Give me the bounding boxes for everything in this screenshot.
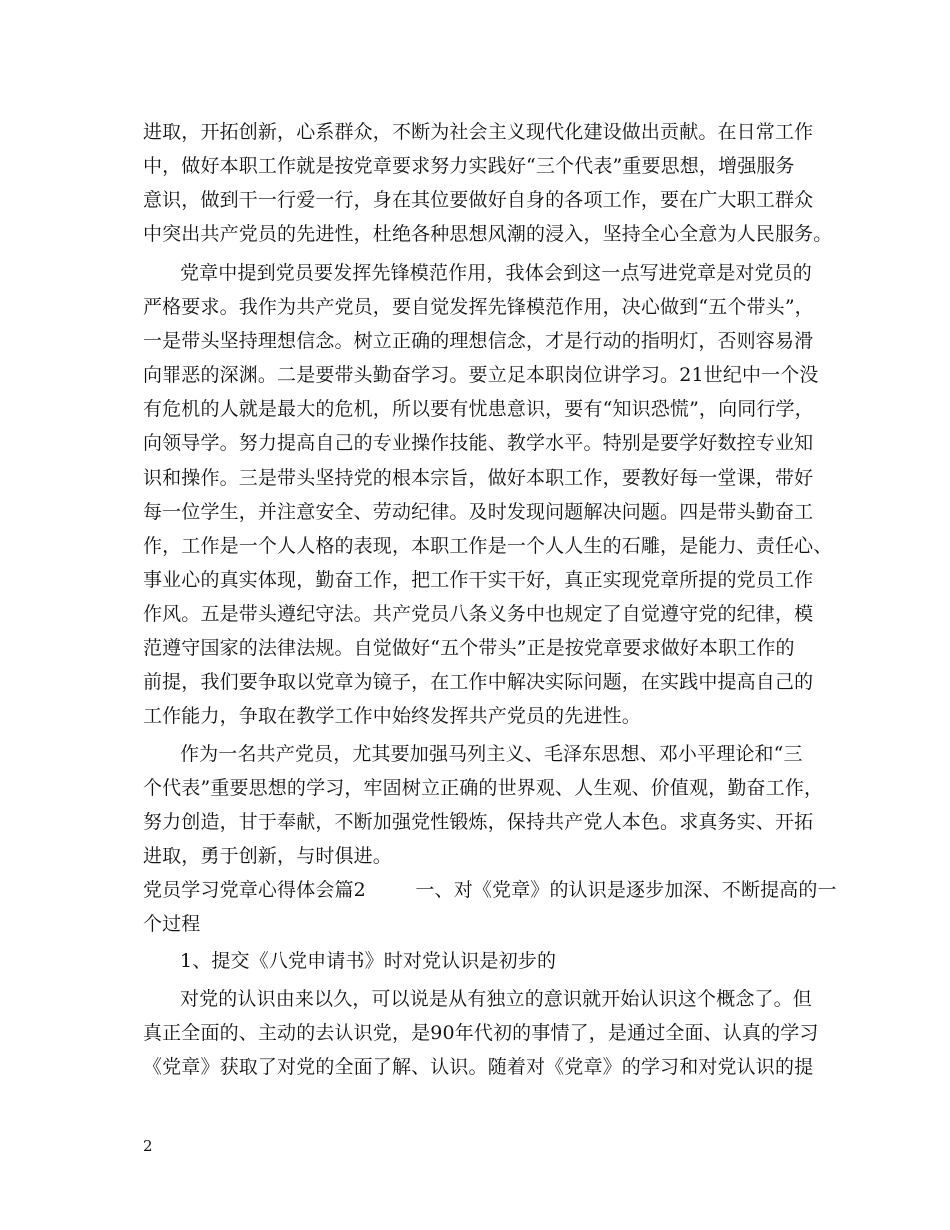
text-line: 个代表”重要思想的学习，牢固树立正确的世界观、人生观、价值观，勤奋工作， — [143, 777, 824, 799]
paragraph-first-line: 党章中提到党员要发挥先锋模范作用，我体会到这一点写进党章是对党员的 — [180, 262, 812, 284]
text-line: 进取，勇于创新，与时俱进。 — [143, 845, 392, 867]
text-line: 向领导学。努力提高自己的专业操作技能、教学水平。特别是要学好数控专业知 — [143, 432, 814, 454]
text-line: 中，做好本职工作就是按党章要求努力实践好“三个代表”重要思想，增强服务 — [143, 155, 795, 177]
text-line: 意识，做到干一行爱一行，身在其位要做好自身的各项工作，要在广大职工群众 — [143, 189, 814, 211]
section-heading-line: 个过程 — [143, 913, 201, 935]
text-line: 中突出共产党员的先进性，杜绝各种思想风潮的浸入，坚持全心全意为人民服务。 — [143, 223, 833, 245]
subheading: 1、提交《八党申请书》时对党认识是初步的 — [180, 950, 557, 972]
text-line: 每一位学生，并注意安全、劳动纪律。及时发现问题解决问题。四是带头勤奋工 — [143, 501, 814, 523]
page-number: 2 — [143, 1137, 153, 1155]
text-line: 识和操作。三是带头坚持党的根本宗旨，做好本职工作，要教好每一堂课，带好 — [143, 467, 814, 489]
text-line: 真正全面的、主动的去认识党，是90年代初的事情了，是通过全面、认真的学习 — [143, 1022, 819, 1044]
text-line: 严格要求。我作为共产党员，要自觉发挥先锋模范作用，决心做到“五个带头”， — [143, 296, 814, 318]
text-line: 事业心的真实体现，勤奋工作，把工作干实干好，真正实现党章所提的党员工作 — [143, 569, 814, 591]
text-line: 工作能力，争取在教学工作中始终发挥共产党员的先进性。 — [143, 705, 641, 727]
text-line: 一是带头坚持理想信念。树立正确的理想信念，才是行动的指明灯，否则容易滑 — [143, 330, 814, 352]
text-line: 进取，开拓创新，心系群众，不断为社会主义现代化建设做出贡献。在日常工作 — [143, 121, 814, 143]
text-line: 前提，我们要争取以党章为镜子，在工作中解决实际问题，在实践中提高自己的 — [143, 671, 814, 693]
text-line: 范遵守国家的法律法规。自觉做好“五个带头”正是按党章要求做好本职工作的 — [143, 637, 795, 659]
text-line: 向罪恶的深渊。二是要带头勤奋学习。要立足本职岗位讲学习。21世纪中一个没 — [143, 364, 819, 386]
text-line: 作，工作是一个人人格的表现，本职工作是一个人人生的石雕，是能力、责任心、 — [143, 535, 833, 557]
paragraph-first-line: 对党的认识由来以久，可以说是从有独立的意识就开始认识这个概念了。但 — [180, 988, 812, 1010]
section-heading-line: 党员学习党章心得体会篇2 一、对《党章》的认识是逐步加深、不断提高的一 — [143, 879, 837, 901]
text-line: 《党章》获取了对党的全面了解、认识。随着对《党章》的学习和对党认识的提 — [143, 1056, 814, 1078]
paragraph-first-line: 作为一名共产党员，尤其要加强马列主义、毛泽东思想、邓小平理论和“三 — [180, 743, 803, 765]
text-line: 有危机的人就是最大的危机，所以要有忧患意识，要有“知识恐慌”，向同行学， — [143, 398, 814, 420]
text-line: 努力创造，甘于奉献，不断加强党性锻炼，保持共产党人本色。求真务实、开拓 — [143, 811, 814, 833]
text-line: 作风。五是带头遵纪守法。共产党员八条义务中也规定了自觉遵守党的纪律，模 — [143, 603, 814, 625]
